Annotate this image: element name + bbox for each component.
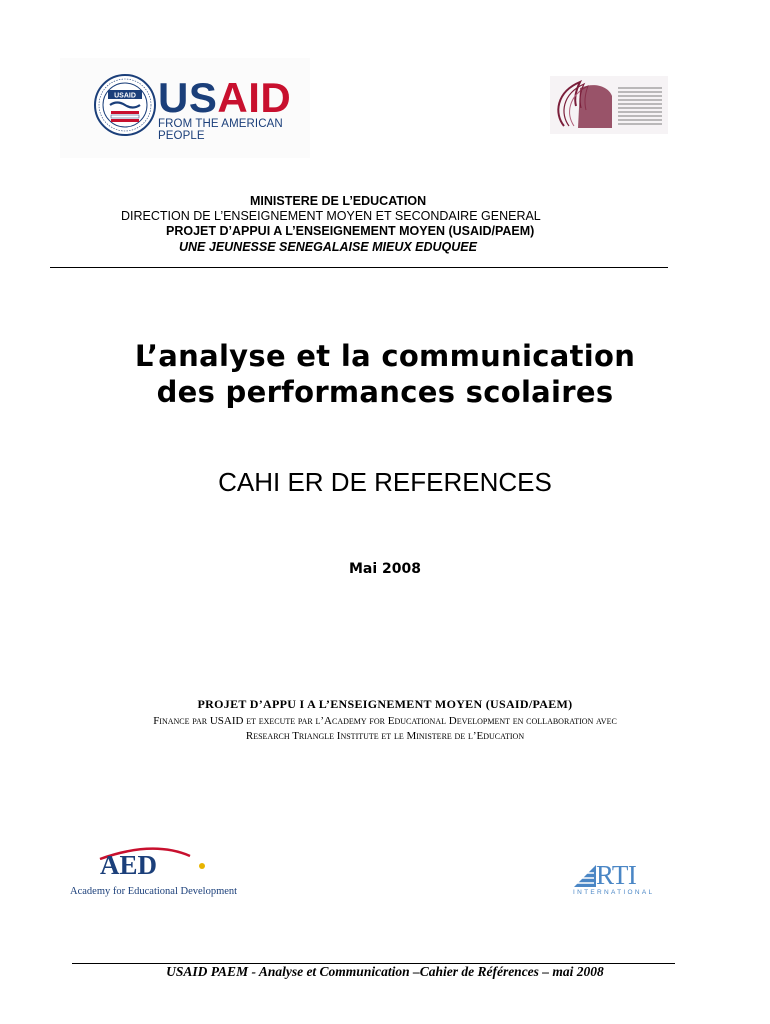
document-title-line1: L’analyse et la communication <box>134 339 636 373</box>
usaid-seal-icon <box>94 74 156 136</box>
project-name: PROJET D’APPU I A L’ENSEIGNEMENT MOYEN (USAID/PAEM) <box>197 697 573 711</box>
svg-text:USAID: USAID <box>114 92 136 100</box>
footer-text: USAID PAEM - Analyse et Communication –Cahier de Références – mai 2008 <box>166 964 604 979</box>
usaid-wordmark-us: US <box>158 74 218 121</box>
motto: UNE JEUNESSE SENEGALAISE MIEUX EDUQUEE <box>179 240 477 254</box>
document-subtitle: CAHI ER DE REFERENCES <box>218 467 552 497</box>
rti-name: RTI <box>596 860 637 890</box>
aed-dot-icon <box>198 862 206 870</box>
direction-line: DIRECTION DE L’ENSEIGNEMENT MOYEN ET SECONDAIRE GENERAL <box>121 209 541 223</box>
usaid-logo <box>60 58 310 158</box>
partner-logo-icon <box>550 76 668 134</box>
rti-logo <box>572 860 662 900</box>
header-divider <box>50 267 668 268</box>
aed-name: AED <box>100 850 158 880</box>
document-date: Mai 2008 <box>348 561 422 577</box>
project-partners-line: Research Triangle Institute et le Ministere de l’Education <box>245 730 525 742</box>
usaid-wordmark <box>158 76 291 120</box>
project-finance-line: Finance par USAID et execute par l’Academy for Educational Development en collaboration avec <box>153 715 617 727</box>
rti-subtitle: INTERNATIONAL <box>573 889 655 896</box>
aed-logo <box>70 846 240 902</box>
usaid-wordmark-aid: AID <box>217 74 292 121</box>
document-title-line2: des performances scolaires <box>156 375 614 409</box>
rti-globe-icon <box>572 863 598 889</box>
document-title <box>0 338 770 410</box>
usaid-tagline: FROM THE AMERICAN PEOPLE <box>158 118 283 142</box>
ministry-heading: MINISTERE DE L’EDUCATION <box>250 194 427 208</box>
project-line: PROJET D’APPUI A L’ENSEIGNEMENT MOYEN (USAID/PAEM) <box>166 224 535 238</box>
aed-subtitle: Academy for Educational Development <box>70 886 238 897</box>
